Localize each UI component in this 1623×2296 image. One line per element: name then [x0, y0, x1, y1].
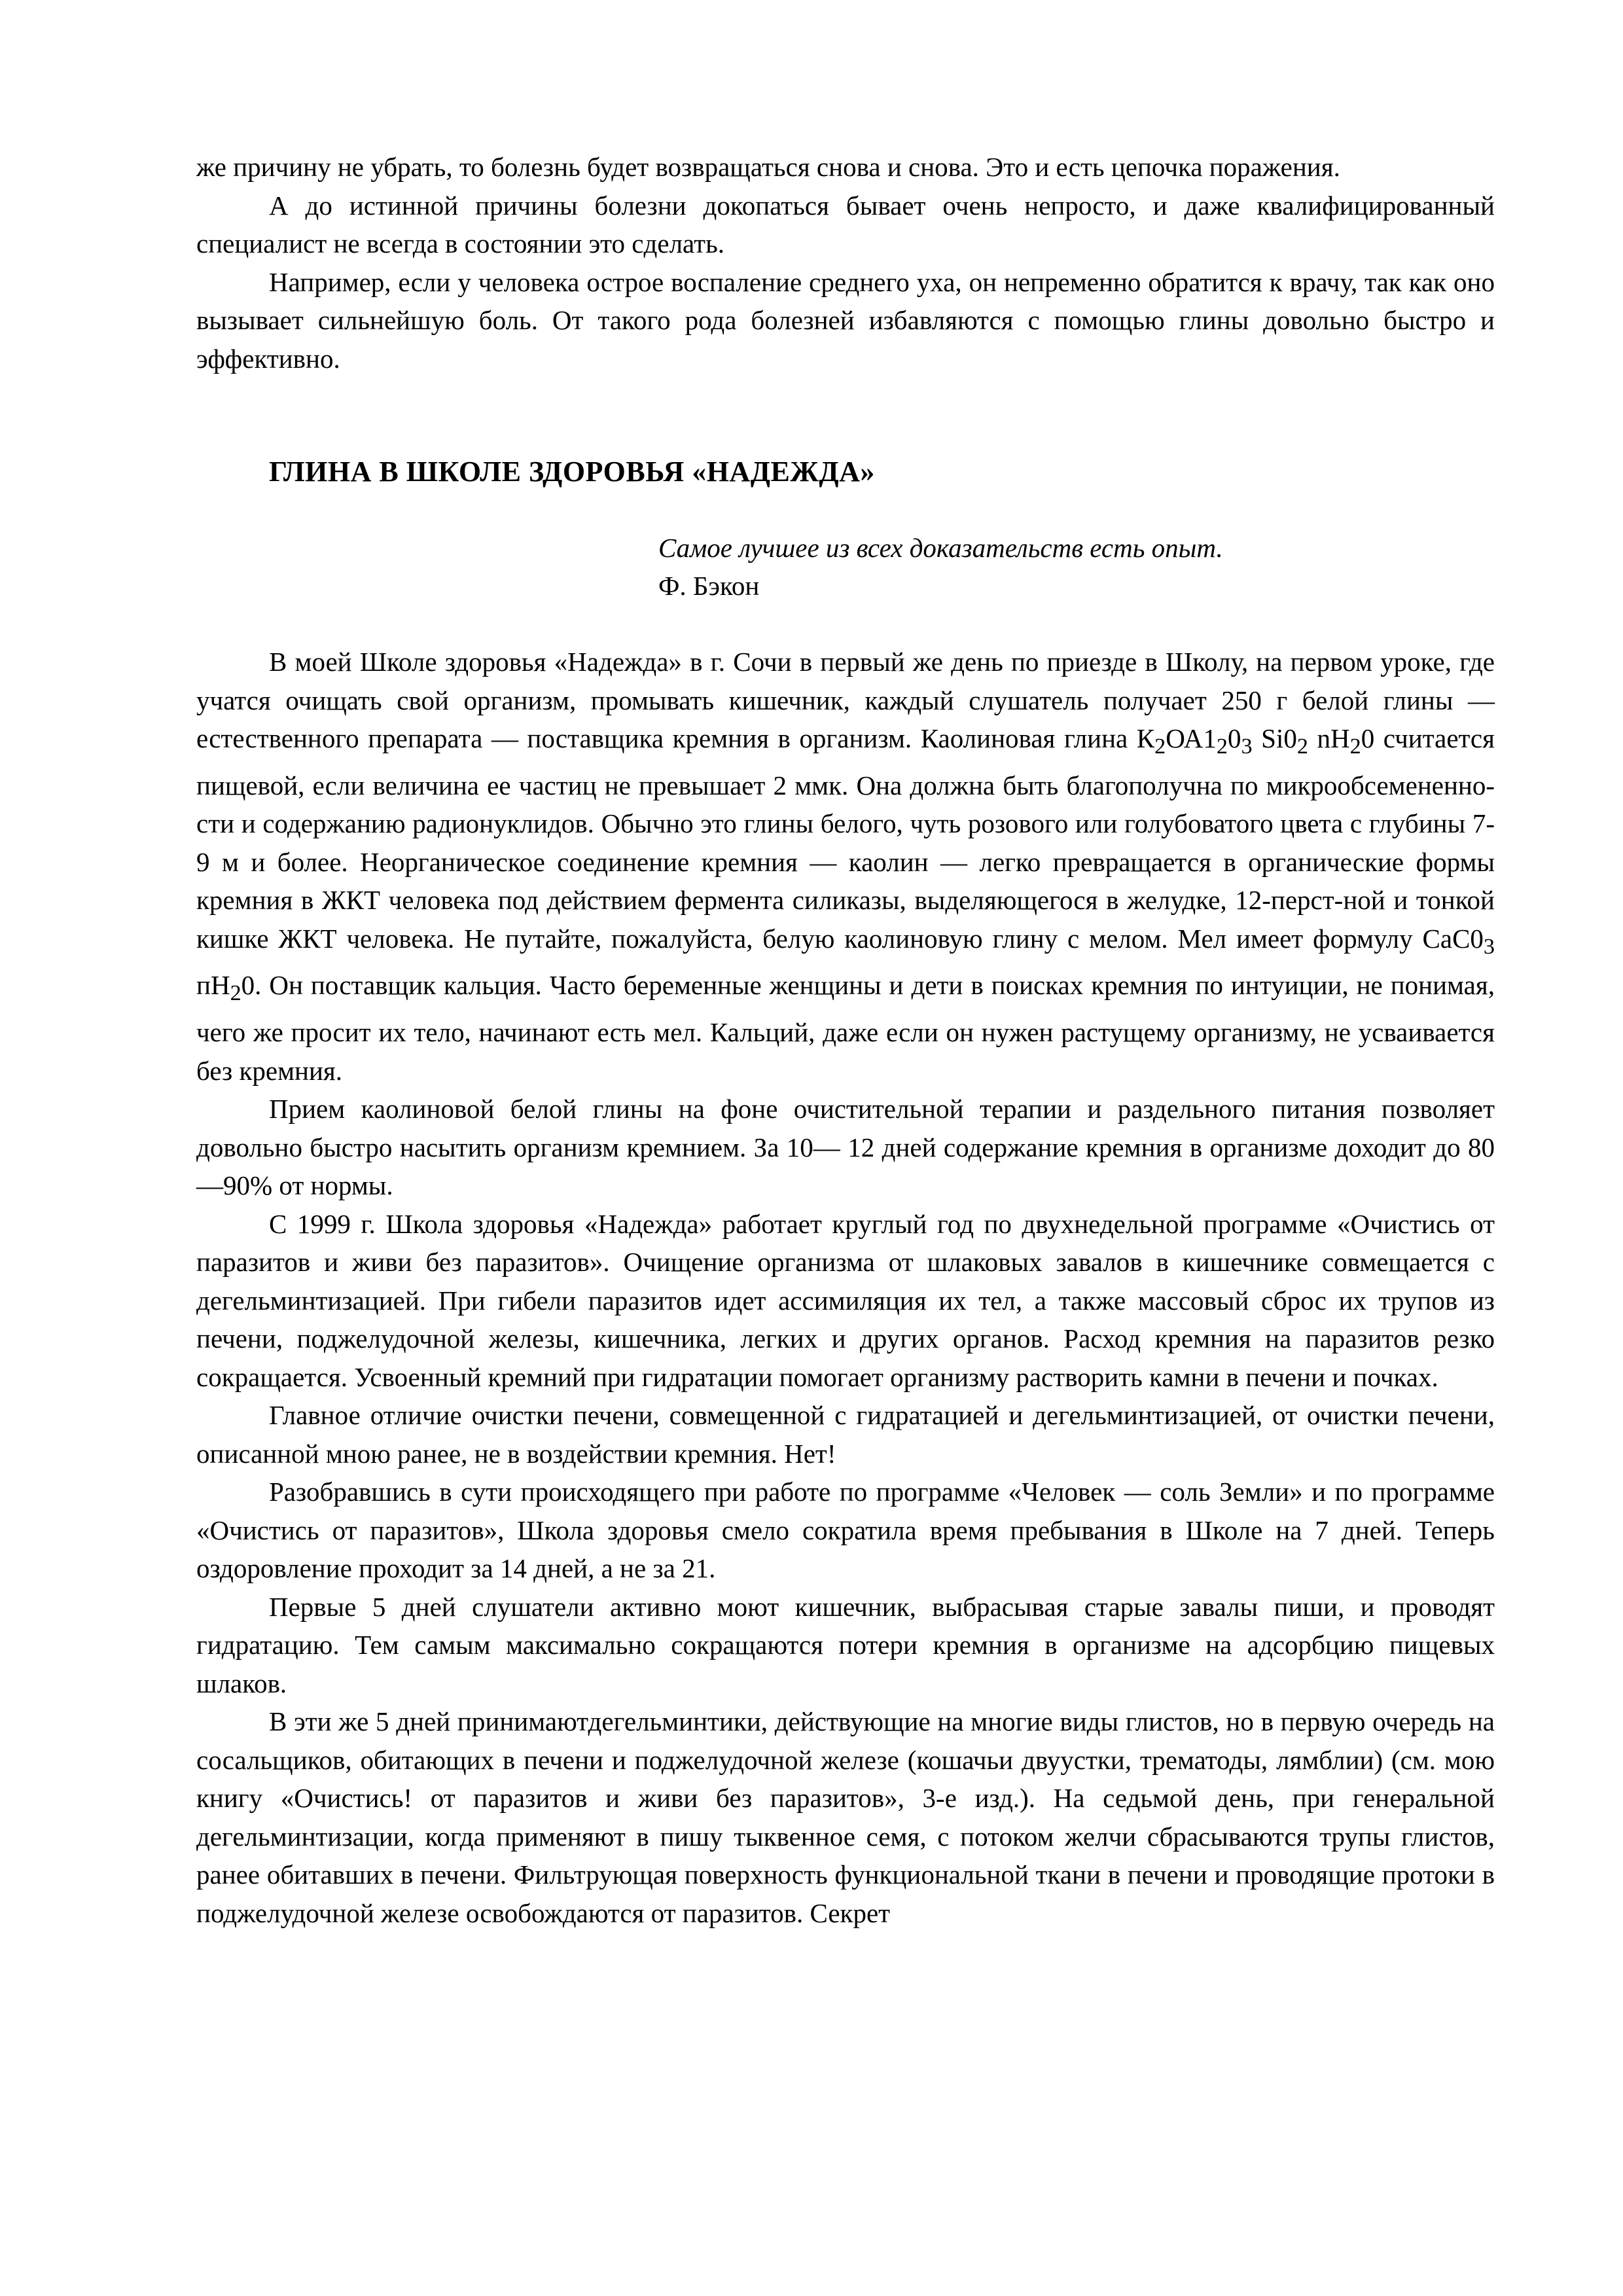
- body-paragraph: Первые 5 дней слушатели активно моют кишечник, выбрасывая старые завалы пиши, и проводят гидратацию. Тем самым максимально сокращаются потери кремния в организме на адсорбцию пищевых шлаков.: [196, 1591, 1495, 1698]
- body-paragraph: Прием каолиновой белой глины на фоне очистительной терапии и раздельного питания позволяет довольно быстро насытить организм кремнием. За 10— 12 дней содержание кремния в организме доходит до 80—90% от нормы.: [196, 1094, 1495, 1201]
- document-page: [196, 148, 1495, 1932]
- intro-paragraph: же причину не убрать, то болезнь будет возвращаться снова и снова. Это и есть цепочка поражения.: [196, 152, 1340, 182]
- epigraph: [658, 529, 1495, 605]
- text-run: nH: [1308, 723, 1350, 753]
- body-paragraph: В эти же 5 дней принимаютдегельминтики, действующие на многие виды глистов, но в первую очередь на сосальщиков, обитающих в печени и поджелудочной железе (кошачьи двуустки, трематоды, лямблии) (см. мою книгу «Очистись! от паразитов и живи без паразитов», 3-е изд.). На седьмой день, при генеральной дегельминтизации, когда применяют в пишу тыквенное семя, с потоком желчи сбрасываются трупы глистов, ранее обитавших в печени. Фильтрующая поверхность функциональной ткани в печени и проводящие протоки в поджелудочной железе освобождаются от паразитов. Секрет: [196, 1706, 1495, 1928]
- subscript: 2: [1216, 734, 1228, 759]
- body-paragraph: Разобравшись в сути происходящего при работе по программе «Человек — соль Земли» и по программе «Очистись от паразитов», Школа здоровья смело сократила время пребывания в Школе на 7 дней. Теперь оздоровление проходит за 14 дней, а не за 21.: [196, 1477, 1495, 1584]
- text-run: 0. Он поставщик кальция. Часто беременные женщины и дети в поисках кремния по интуиции, не понимая, чего же просит их тело, начинают есть мел. Кальций, даже если он нужен растущему организму, не усваивается без кремния.: [196, 970, 1495, 1086]
- subscript: 2: [230, 981, 241, 1006]
- text-run: пН: [196, 970, 230, 1001]
- text-run: 0 считается пищевой, если величина ее частиц не превышает 2 ммк. Она должна быть благополучна по микрообсемененно-сти и содержанию радионуклидов. Обычно это глины белого, чуть розового или голубоватого цвета с глубины 7-9 м и более. Неорганическое соединение кремния — каолин — легко превращается в органические формы кремния в ЖКТ человека под действием фермента силиказы, выделяющегося в желудке, 12-перст-ной и тонкой кишке ЖКТ человека. Не путайте, пожалуйста, белую каолиновую глину с мелом. Мел имеет формулу СаС0: [196, 723, 1495, 954]
- text-run: ОА1: [1166, 723, 1217, 753]
- section-heading: ГЛИНА В ШКОЛЕ ЗДОРОВЬЯ «НАДЕЖДА»: [269, 456, 875, 488]
- epigraph-quote: Самое лучшее из всех доказательств есть опыт.: [658, 533, 1223, 563]
- text-run: В моей Школе здоровья «Надежда» в г. Сочи в первый же день по приезде в Школу, на первом уроке, где учатся очищать свой организм, промывать кишечник, каждый слушатель получает 250 г белой глины — естественного препарата — поставщика кремния в организм. Каолиновая глина К: [196, 647, 1495, 753]
- subscript: 2: [1154, 734, 1166, 759]
- body-paragraph: С 1999 г. Школа здоровья «Надежда» работает круглый год по двухнедельной программе «Очистись от паразитов и живи без паразитов». Очищение организма от шлаковых завалов в кишечнике совмещается с дегельминтизацией. При гибели паразитов идет ассимиляция их тел, а также массовый сброс их трупов из печени, поджелудочной железы, кишечника, легких и других органов. Расход кремния на паразитов резко сокращается. Усвоенный кремний при гидратации помогает организму растворить камни в печени и почках.: [196, 1208, 1495, 1392]
- text-run: 0: [1228, 723, 1241, 753]
- subscript: 2: [1296, 734, 1308, 759]
- intro-paragraph: Например, если у человека острое воспаление среднего уха, он непременно обратится к врачу, так как оно вызывает сильнейшую боль. От такого рода болезней избавляются с помощью глины довольно быстро и эффективно.: [196, 266, 1495, 374]
- subscript: 3: [1241, 734, 1253, 759]
- intro-paragraph: А до истинной причины болезни докопаться бывает очень непросто, и даже квалифицированный специалист не всегда в состоянии это сделать.: [196, 190, 1495, 259]
- body-paragraph-chemistry: [196, 643, 1495, 1090]
- body-paragraph: Главное отличие очистки печени, совмещенной с гидратацией и дегельминтизацией, от очистки печени, описанной мною ранее, не в воздействии кремния. Нет!: [196, 1400, 1495, 1469]
- section-body: [196, 643, 1495, 1932]
- subscript: 3: [1483, 934, 1495, 959]
- text-run: Si0: [1252, 723, 1297, 753]
- subscript: 2: [1349, 734, 1361, 759]
- epigraph-author: Ф. Бэкон: [658, 571, 760, 601]
